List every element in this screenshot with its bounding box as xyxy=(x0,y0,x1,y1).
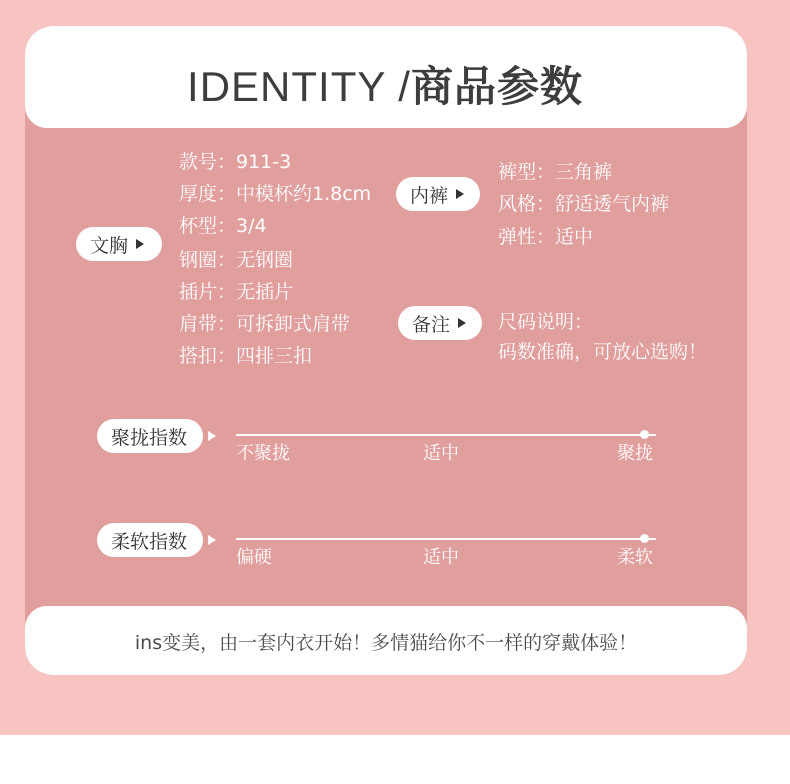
panties-spec-style: 风格：舒适透气内裤 xyxy=(498,193,670,215)
notes-line-1: 尺码说明： xyxy=(498,311,594,333)
footer-tagline: ins变美，由一套内衣开始！多情猫给你不一样的穿戴体验！ xyxy=(134,632,638,654)
notes-label: 备注 xyxy=(412,313,451,336)
bra-spec-insert: 插片：无插片 xyxy=(179,281,294,303)
bra-label: 文胸 xyxy=(90,234,129,257)
triangle-right-icon xyxy=(136,239,144,249)
softness-scale-track xyxy=(236,538,656,540)
push-up-scale-marker xyxy=(640,430,649,439)
title-en: IDENTITY / xyxy=(187,63,411,110)
bra-spec-cup: 杯型：3/4 xyxy=(179,215,267,237)
push-up-tick-low: 不聚拢 xyxy=(236,443,290,464)
push-up-tick-high: 聚拢 xyxy=(617,443,653,464)
bra-spec-hook: 搭扣：四排三扣 xyxy=(179,345,313,367)
panties-label: 内裤 xyxy=(410,184,449,207)
parameter-panel xyxy=(25,26,747,675)
push-up-index-pill xyxy=(97,419,203,453)
footer-card xyxy=(25,606,747,675)
softness-tick-mid: 适中 xyxy=(423,547,459,568)
panties-label-pill xyxy=(396,177,480,211)
triangle-right-icon xyxy=(208,431,216,441)
panties-spec-type: 裤型：三角裤 xyxy=(498,161,613,183)
push-up-index-label: 聚拢指数 xyxy=(111,426,188,449)
notes-line-2: 码数准确，可放心选购！ xyxy=(498,341,708,363)
bra-spec-style-no: 款号：911-3 xyxy=(179,151,292,173)
panties-spec-elasticity: 弹性：适中 xyxy=(498,226,594,248)
bra-spec-strap: 肩带：可拆卸式肩带 xyxy=(179,313,351,335)
bra-label-pill xyxy=(76,227,162,261)
softness-index-label: 柔软指数 xyxy=(111,530,188,553)
triangle-right-icon xyxy=(208,535,216,545)
bra-spec-underwire: 钢圈：无钢圈 xyxy=(179,249,294,271)
page-title xyxy=(25,54,747,114)
header-card xyxy=(25,26,747,128)
softness-tick-low: 偏硬 xyxy=(236,547,272,568)
bra-spec-thickness: 厚度：中模杯约1.8cm xyxy=(179,183,372,205)
notes-label-pill xyxy=(398,306,482,340)
triangle-right-icon xyxy=(456,189,464,199)
triangle-right-icon xyxy=(458,318,466,328)
title-zh: 商品参数 xyxy=(410,62,583,111)
push-up-scale-track xyxy=(236,434,656,436)
softness-index-pill xyxy=(97,523,203,557)
softness-tick-high: 柔软 xyxy=(617,547,653,568)
softness-scale-marker xyxy=(640,534,649,543)
push-up-tick-mid: 适中 xyxy=(423,443,459,464)
